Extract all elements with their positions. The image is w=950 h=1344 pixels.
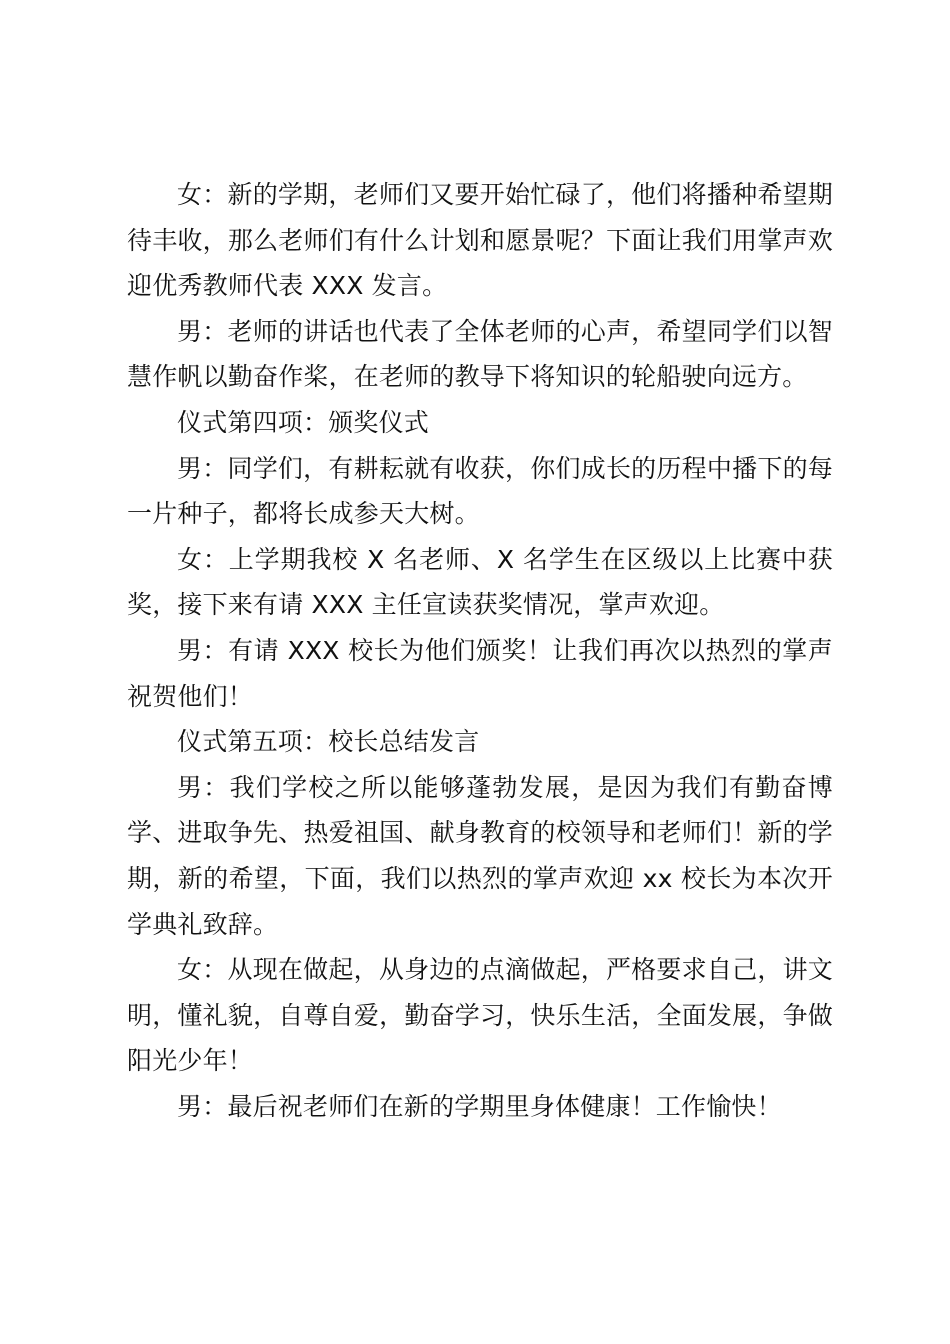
paragraph-male-school-development: 男：我们学校之所以能够蓬勃发展，是因为我们有勤奋博学、进取争先、热爱祖国、献身教育的校领导和老师们！新的学期，新的希望，下面，我们以热烈的掌声欢迎 xx 校长为本次开学典礼致辞。: [127, 772, 833, 939]
paragraph-female-award-winners: 女：上学期我校 X 名老师、X 名学生在区级以上比赛中获奖，接下来有请 XXX 主任宣读获奖情况，掌声欢迎。: [127, 544, 833, 620]
section-heading-award-ceremony: 仪式第四项：颁奖仪式: [177, 407, 430, 437]
paragraph-male-teacher-response: 男：老师的讲话也代表了全体老师的心声，希望同学们以智慧作帆以勤奋作桨，在老师的教导下将知识的轮船驶向远方。: [127, 316, 833, 392]
section-heading-principal-speech: 仪式第五项：校长总结发言: [177, 727, 480, 757]
paragraph-male-harvest: 男：同学们，有耕耘就有收获，你们成长的历程中播下的每一片种子，都将长成参天大树。: [127, 453, 833, 529]
paragraph-female-student-expectations: 女：从现在做起，从身边的点滴做起，严格要求自己，讲文明，懂礼貌，自尊自爱，勤奋学习，快乐生活，全面发展，争做阳光少年！: [127, 955, 833, 1076]
document-body: [127, 172, 833, 1129]
paragraph-male-closing-wishes: 男：最后祝老师们在新的学期里身体健康！工作愉快！: [177, 1091, 782, 1121]
paragraph-male-principal-award: 男：有请 XXX 校长为他们颁奖！让我们再次以热烈的掌声祝贺他们！: [127, 635, 833, 711]
paragraph-female-teacher-intro: 女：新的学期，老师们又要开始忙碌了，他们将播种希望期待丰收，那么老师们有什么计划和愿景呢？下面让我们用掌声欢迎优秀教师代表 XXX 发言。: [127, 180, 833, 301]
